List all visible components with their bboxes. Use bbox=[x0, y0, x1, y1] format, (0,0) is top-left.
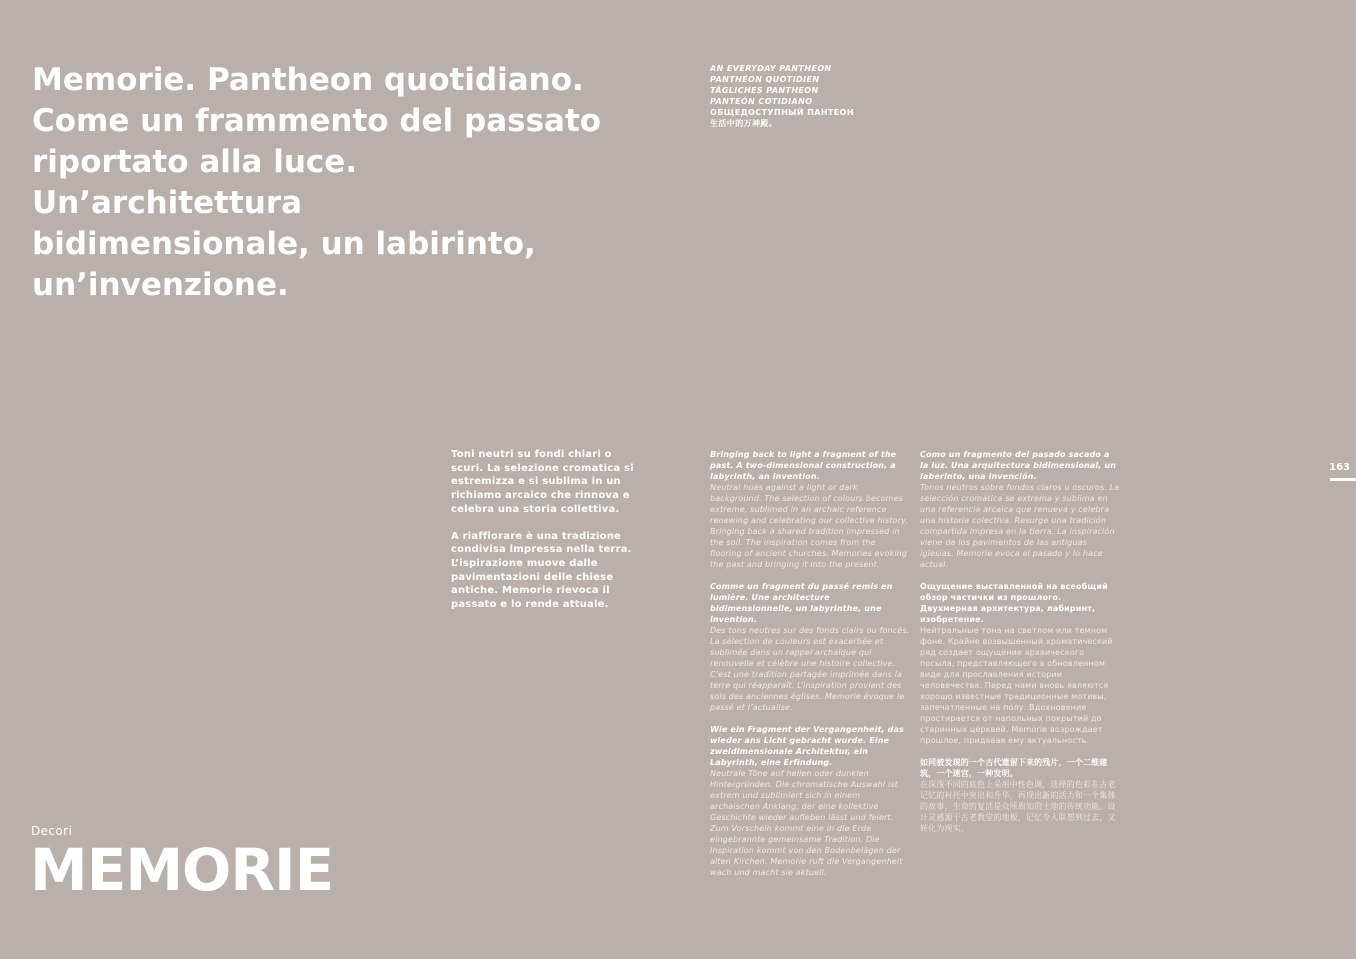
translation-fr: PANTHÉON QUOTIDIEN bbox=[710, 75, 820, 84]
text-column-left bbox=[710, 449, 910, 889]
headline-line: Memorie. Pantheon quotidiano. bbox=[32, 62, 584, 98]
english-block bbox=[710, 449, 910, 570]
russian-body: Нейтральные тона на светлом или темном фоне. Крайне возвышенный хроматический ряд создает ощущение архаического посыла, представляющего в обновленном виде для прославления истории человечества. Перед нами вновь являются хорошо известные традиционные мотивы, запечатленные на полу. Вдохновение простирается от напольных покрытий до старинных церквей. Memorie возрождает прошлое, придавая ему актуальность. bbox=[920, 626, 1113, 745]
spanish-lead: Como un fragmento del pasado sacado a la luz. Una arquitectura bidimensional, un laberinto, una invención. bbox=[920, 450, 1117, 481]
headline bbox=[32, 60, 612, 306]
russian-lead: Ощущение выставленной на всеобщий обзор частички из прошлого. Двухмерная архитектура, лабиринт, изобретение. bbox=[920, 582, 1108, 624]
spanish-block bbox=[920, 449, 1120, 570]
page-number: 163 bbox=[1329, 462, 1350, 473]
headline-line: bidimensionale, un labirinto, bbox=[32, 226, 536, 262]
german-lead: Wie ein Fragment der Vergangenheit, das wieder ans Licht gebracht wurde. Eine zweidimensionale Architektur, ein Labyrinth, eine Erfindung. bbox=[710, 725, 904, 767]
russian-block bbox=[920, 581, 1120, 746]
text-column-right bbox=[920, 449, 1120, 845]
chinese-block bbox=[920, 757, 1120, 834]
italian-paragraph: Toni neutri su fondi chiari o scuri. La selezione cromatica si estremizza e si sublima in un richiamo arcaico che rinnova e celebra una storia collettiva. bbox=[451, 449, 634, 515]
french-lead: Comme un fragment du passé remis en lumière. Une architecture bidimensionnelle, un labyrinthe, une invention. bbox=[710, 582, 893, 624]
translation-zh: 生活中的万神殿。 bbox=[710, 119, 778, 128]
italian-text bbox=[451, 448, 636, 625]
translation-es: PANTEÓN COTIDIANO bbox=[710, 97, 813, 106]
translation-ru: ОБЩЕДОСТУПНЫЙ ПАНТЕОН bbox=[710, 108, 854, 117]
chinese-lead: 如同被发现的一个古代遗留下来的残片，一个二维建筑，一个迷宫，一种发明。 bbox=[920, 758, 1108, 778]
headline-line: un’invenzione. bbox=[32, 267, 289, 303]
collection-title: MEMORIE bbox=[30, 836, 334, 904]
french-block bbox=[710, 581, 910, 713]
german-body: Neutrale Töne auf hellen oder dunklen Hintergründen. Die chromatische Auswahl ist extrem und sublimiert sich in einem archaischen Anklang, der eine kollektive Geschichte wieder aufleben lässt und feiert. Zum Vorschein kommt eine in die Erde eingebrannte gemeinsame Tradition. Die Inspiration kommt von den Bodenbelägen der alten Kirchen. Memorie ruft die Vergangenheit wach und macht sie aktuell. bbox=[710, 769, 903, 877]
translation-en: AN EVERYDAY PANTHEON bbox=[710, 64, 832, 73]
page-marker-bar bbox=[1330, 478, 1356, 481]
french-body: Des tons neutres sur des fonds clairs ou foncés. La sélection de couleurs est exacerbée et sublimée dans un rappel archaïque qui renouvelle et célèbre une histoire collective. C’est une tradition partagée imprimée dans la terre qui réapparaît. L’inspiration provient des sols des anciennes églises. Memorie évoque le passé et l’actualise. bbox=[710, 626, 910, 712]
spanish-body: Tonos neutros sobre fondos claros u oscuros. La selección cromática se extrema y sublima en una referencia arcaica que renueva y celebra una historia colectiva. Resurge una tradición compartida impresa en la tierra. La inspiración viene de los pavimentos de las antiguas iglesias. Memorie evoca el pasado y lo hace actual. bbox=[920, 483, 1120, 569]
headline-line: Come un frammento del passato bbox=[32, 103, 602, 139]
section-label: Decori bbox=[31, 824, 73, 838]
english-body: Neutral hues against a light or dark background. The selection of colours becomes extreme, sublimed in an archaic reference renewing and celebrating our collective history. Bringing back a shared tradition impressed in the soil. The inspiration comes from the flooring of ancient churches. Memories evoking the past and bringing it into the present. bbox=[710, 483, 909, 569]
headline-line: riportato alla luce. Un’architettura bbox=[32, 144, 358, 221]
english-lead: Bringing back to light a fragment of the past. A two-dimensional construction, a labyrinth, an invention. bbox=[710, 450, 897, 481]
german-block bbox=[710, 724, 910, 878]
italian-paragraph: A riaffiorare è una tradizione condivisa impressa nella terra. L’ispirazione muove dalle pavimentazioni delle chiese antiche. Memorie rievoca il passato e lo rende attuale. bbox=[451, 530, 632, 611]
chinese-body: 在深浅不同的底色上采用中性色调，选择的色彩在古老记忆的衬托中突出和升华，再现出新的活力和一个集体的故事，生命的复活是众所周知的土地的传统功能。设计灵感源于古老教堂的地板，记忆令人联想到过去，又转化为现实。 bbox=[920, 780, 1116, 833]
translation-de: TÄGLICHES PANTHEON bbox=[710, 86, 819, 95]
title-translations bbox=[710, 63, 854, 129]
